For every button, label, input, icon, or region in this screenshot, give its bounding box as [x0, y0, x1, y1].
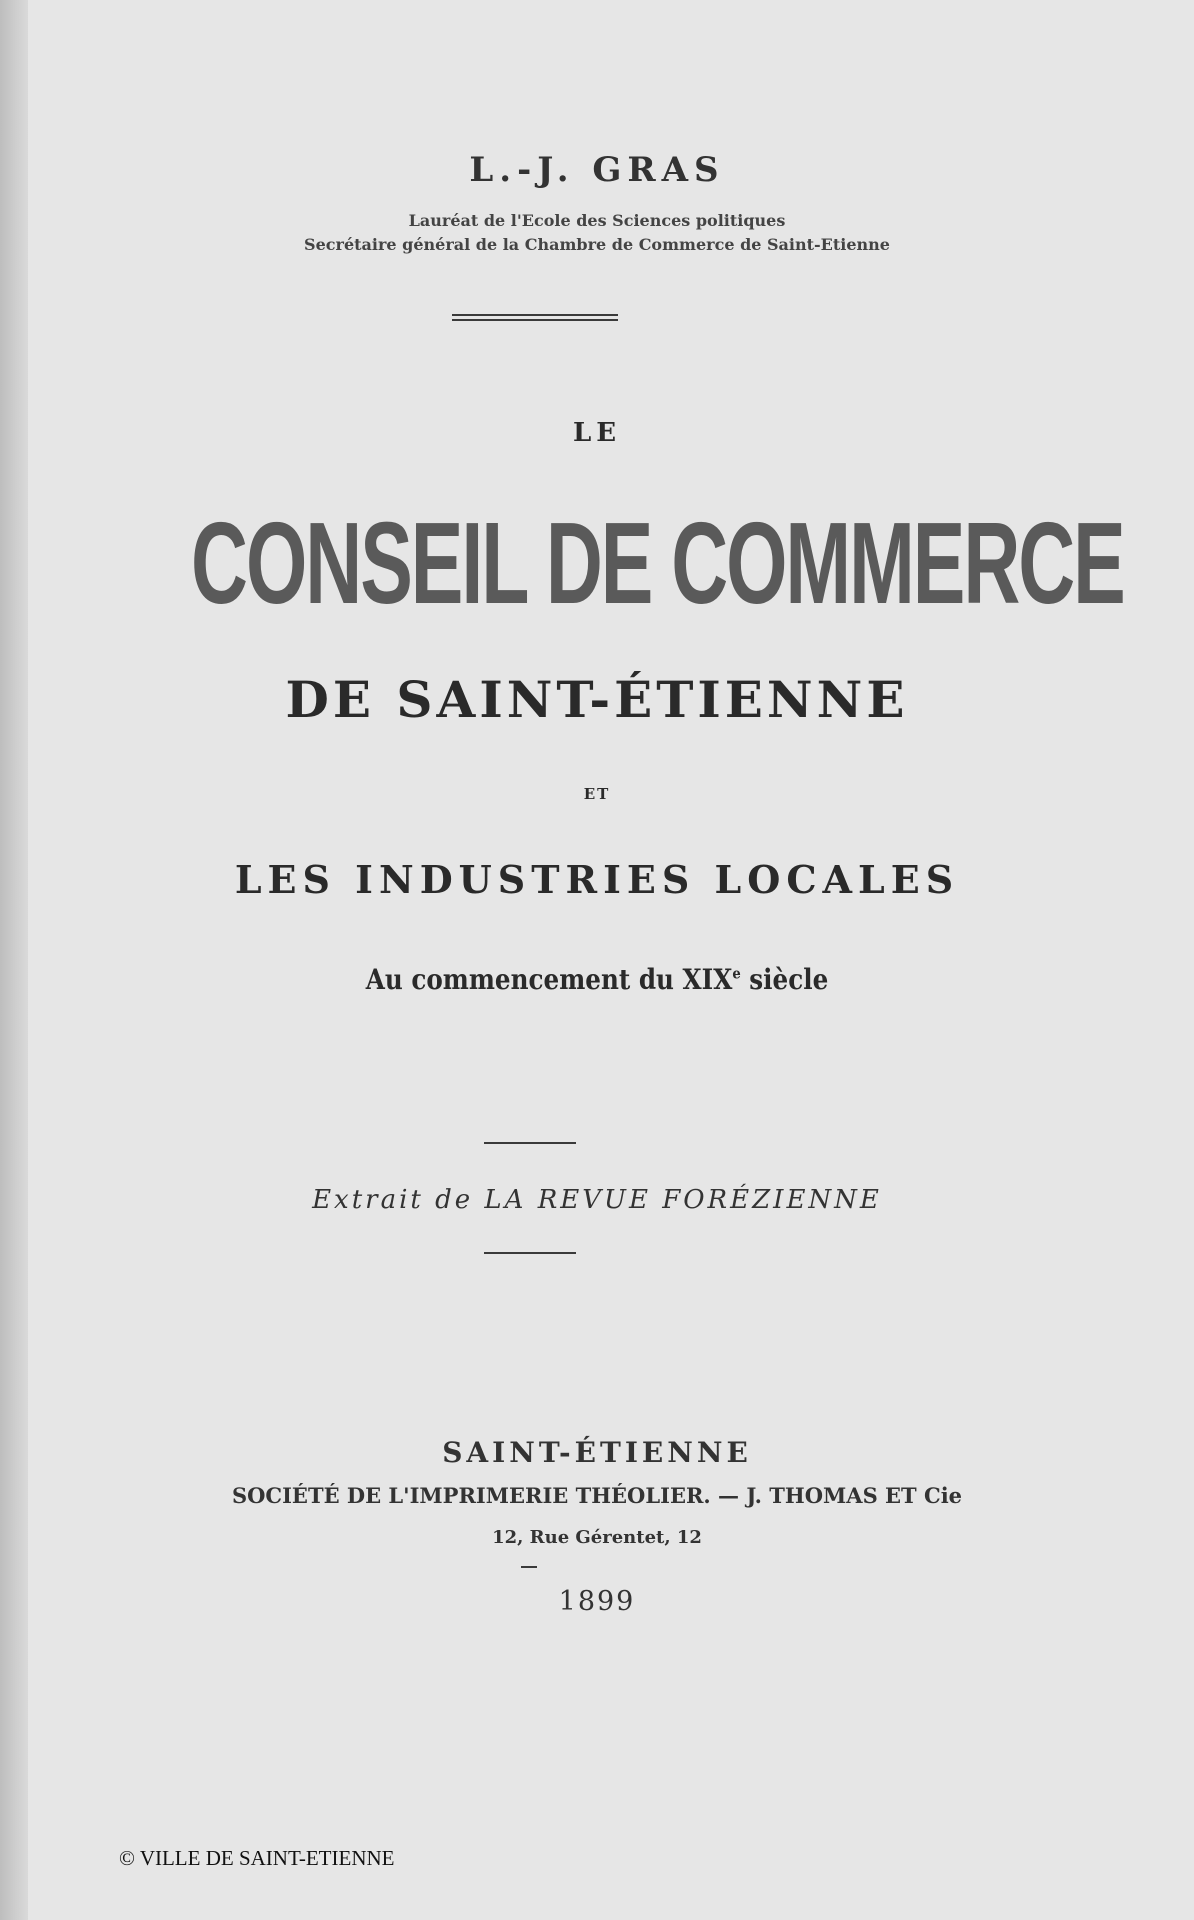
main-title: CONSEIL DE COMMERCE: [191, 498, 1124, 628]
title-article: LE: [572, 418, 622, 448]
title-page: [28, 0, 1194, 1920]
subtitle-superscript: e: [732, 964, 741, 983]
imprint-city: SAINT-ÉTIENNE: [442, 1436, 752, 1469]
rule-below-extract: [484, 1252, 576, 1254]
subtitle-suffix: siècle: [740, 963, 829, 996]
imprint-printer: SOCIÉTÉ DE L'IMPRIMERIE THÉOLIER. — J. THOMAS ET Cie: [231, 1483, 963, 1508]
author-title-2: Secrétaire général de la Chambre de Commerce de Saint-Etienne: [304, 235, 890, 254]
author-name: L.-J. GRAS: [469, 150, 725, 190]
imprint-dash: [521, 1566, 537, 1568]
ornamental-rule-top: [452, 314, 618, 316]
imprint-year: 1899: [558, 1586, 636, 1617]
extract-note: Extrait de LA REVUE FORÉZIENNE: [312, 1185, 882, 1215]
copyright-notice: © VILLE DE SAINT-ETIENNE: [119, 1846, 395, 1870]
imprint-address: 12, Rue Gérentet, 12: [492, 1527, 702, 1548]
binding-edge: [0, 0, 28, 1920]
rule-above-extract: [484, 1142, 576, 1144]
ornamental-rule-top-second: [452, 319, 618, 321]
title-conjunction: ET: [583, 785, 611, 803]
title-line-2: DE SAINT-ÉTIENNE: [285, 670, 909, 729]
author-title-1: Lauréat de l'Ecole des Sciences politiques: [408, 211, 786, 230]
subtitle-prefix: Au commencement du XIX: [365, 963, 733, 996]
subtitle: [72, 963, 1123, 996]
title-line-3: LES INDUSTRIES LOCALES: [234, 857, 960, 902]
